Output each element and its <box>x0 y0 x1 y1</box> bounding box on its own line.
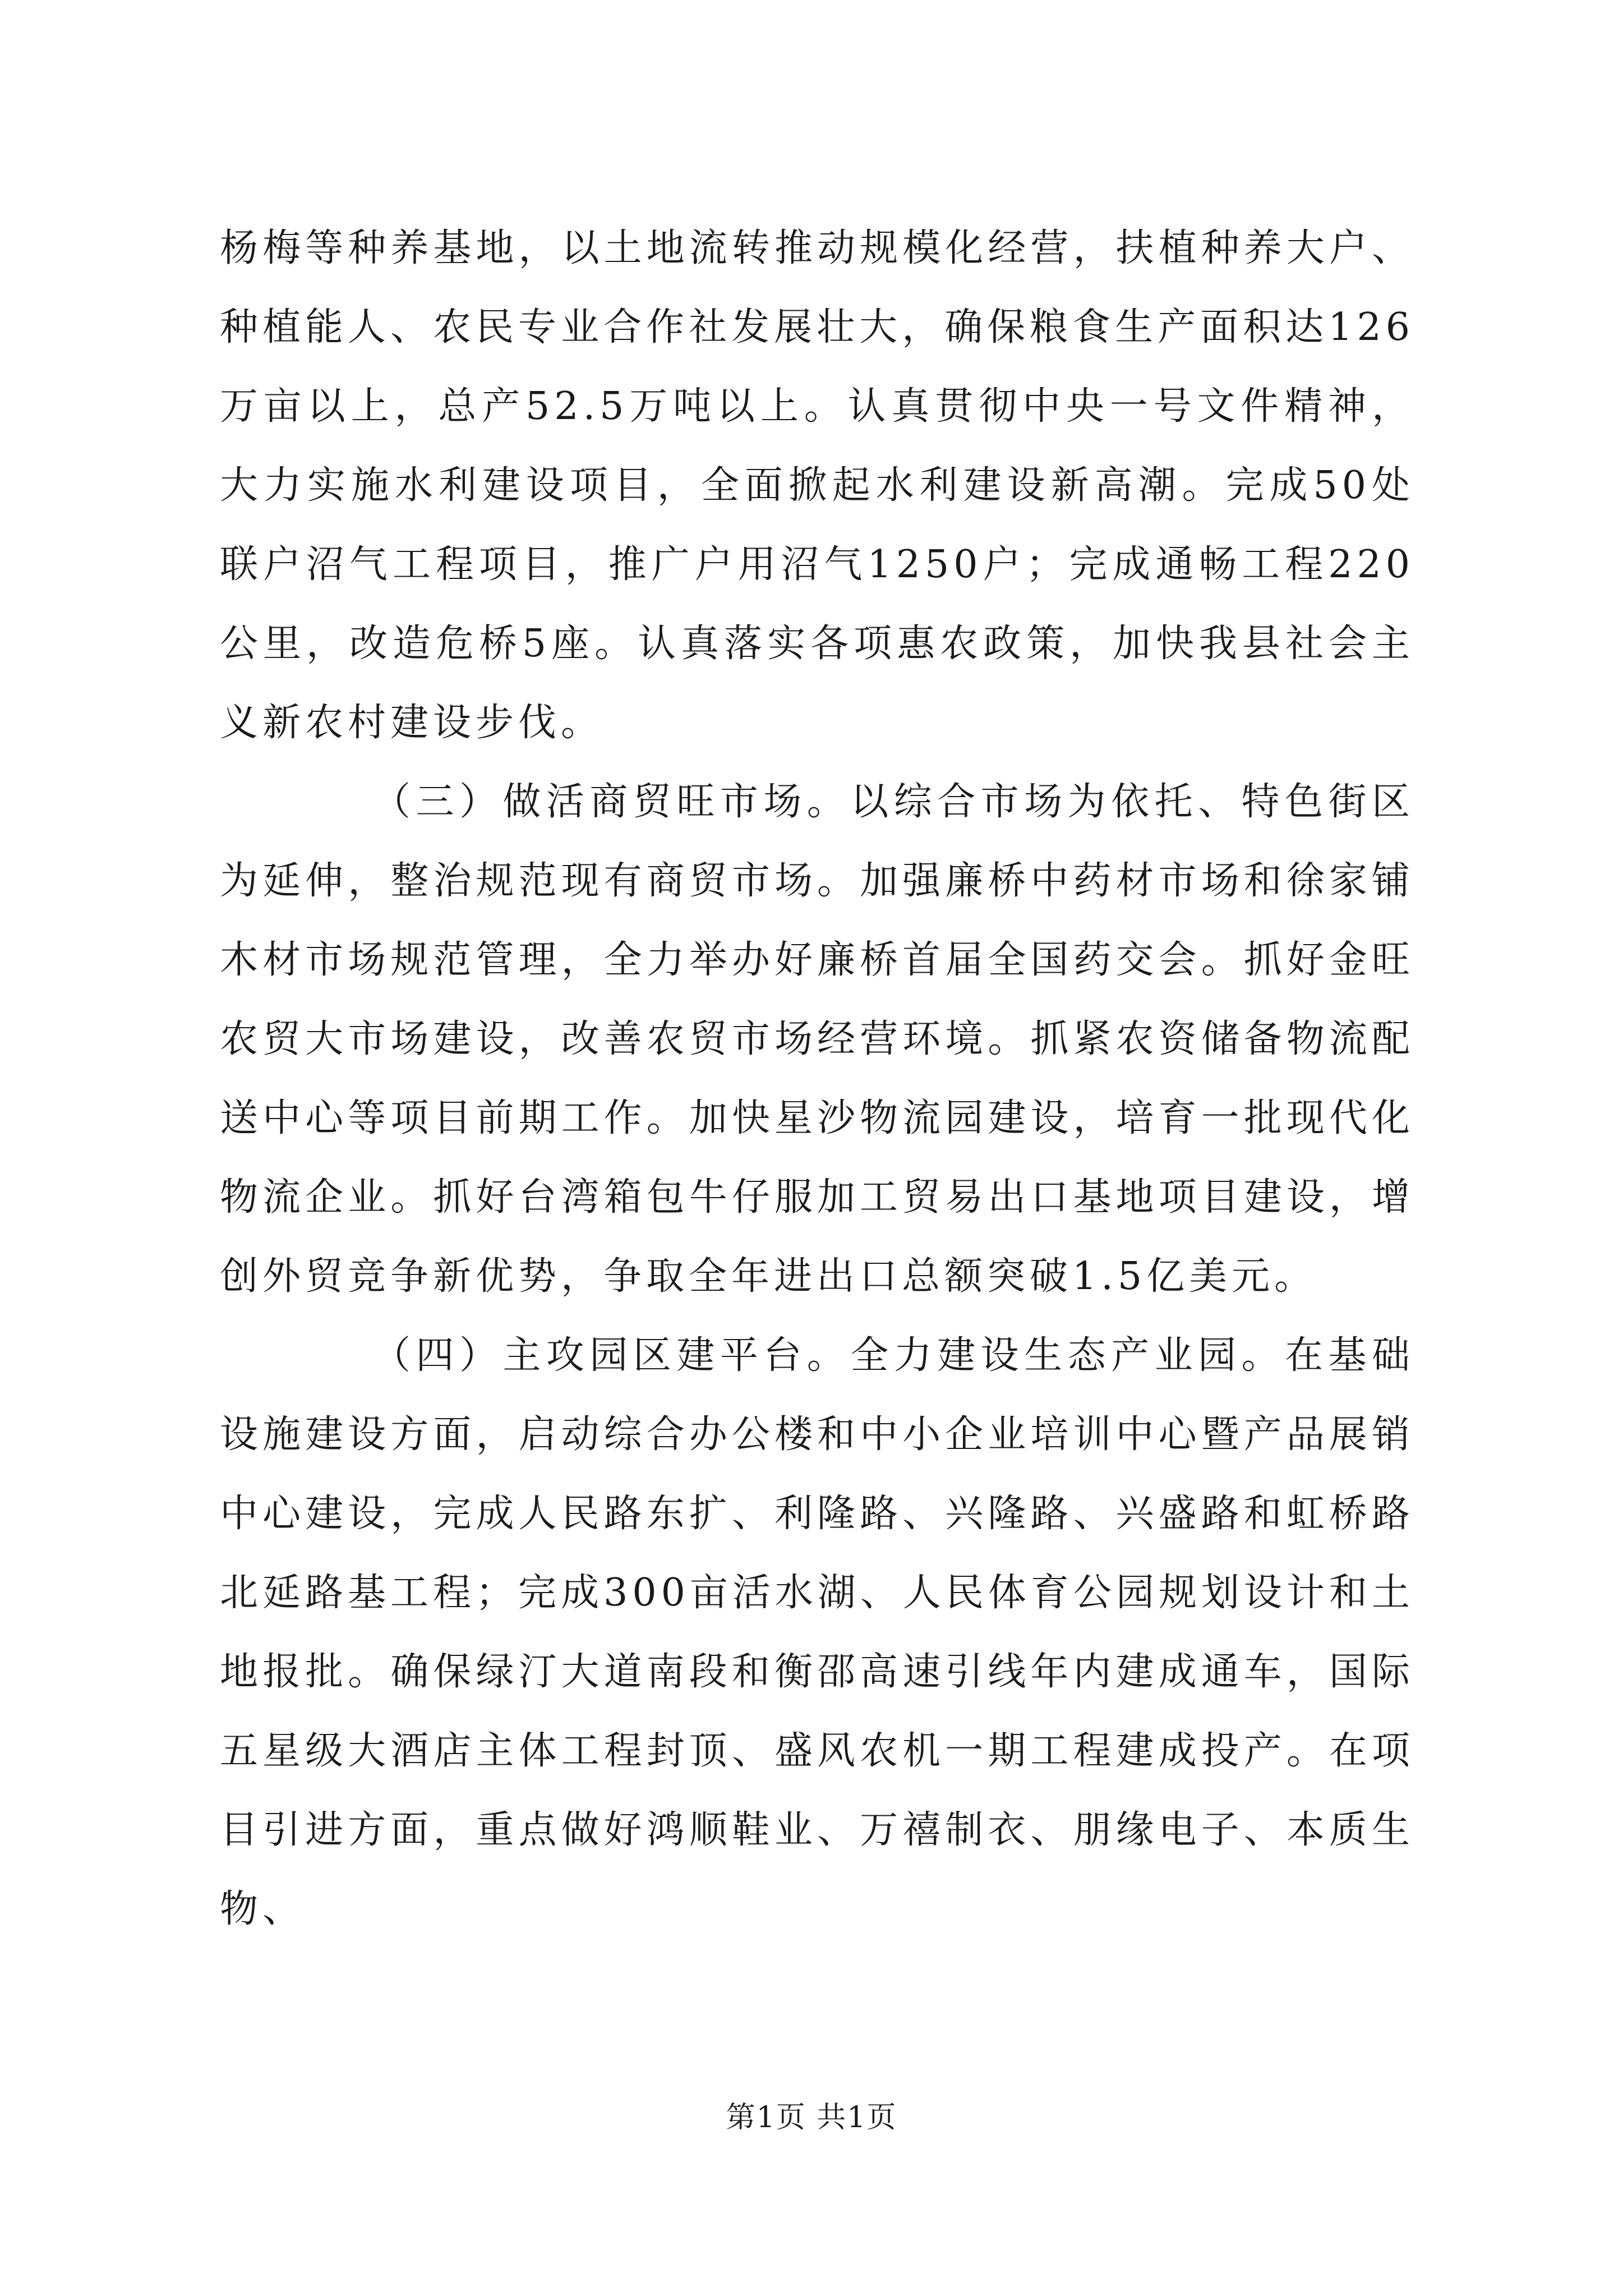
document-body <box>220 209 1414 1949</box>
paragraph-1: 杨梅等种养基地，以土地流转推动规模化经营，扶植种养大户、种植能人、农民专业合作社发展壮大，确保粮食生产面积达126万亩以上，总产52.5万吨以上。认真贯彻中央一号文件精神，大力实施水利建设项目，全面掀起水利建设新高潮。完成50处联户沼气工程项目，推广户用沼气1250户；完成通畅工程220公里，改造危桥5座。认真落实各项惠农政策，加快我县社会主义新农村建设步伐。 <box>220 226 1414 745</box>
page-footer: 第1页 共1页 <box>726 2101 897 2134</box>
paragraph-3: （四）主攻园区建平台。全力建设生态产业园。在基础设施建设方面，启动综合办公楼和中小企业培训中心暨产品展销中心建设，完成人民路东扩、利隆路、兴隆路、兴盛路和虹桥路北延路基工程；完成300亩活水湖、人民体育公园规划设计和土地报批。确保绿汀大道南段和衡邵高速引线年内建成通车，国际五星级大酒店主体工程封顶、盛风农机一期工程建成投产。在项目引进方面，重点做好鸿顺鞋业、万禧制衣、朋缘电子、本质生物、 <box>220 1333 1414 1931</box>
paragraph-2: （三）做活商贸旺市场。以综合市场为依托、特色街区为延伸，整治规范现有商贸市场。加强廉桥中药材市场和徐家铺木材市场规范管理，全力举办好廉桥首届全国药交会。抓好金旺农贸大市场建设，改善农贸市场经营环境。抓紧农资储备物流配送中心等项目前期工作。加快星沙物流园建设，培育一批现代化物流企业。抓好台湾箱包牛仔服加工贸易出口基地项目建设，增创外贸竞争新优势，争取全年进出口总额突破1.5亿美元。 <box>220 780 1414 1299</box>
